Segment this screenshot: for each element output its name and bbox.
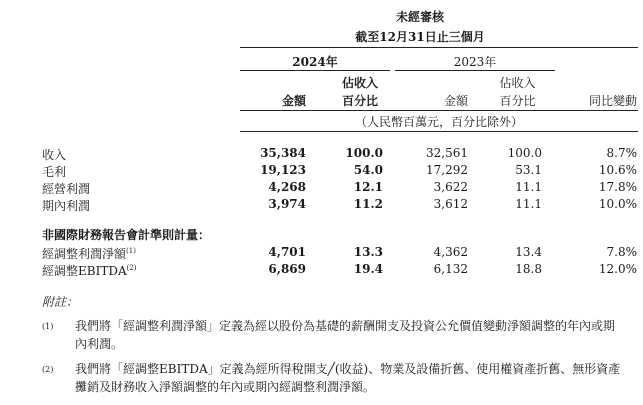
period-label: 截至12月31日止三個月	[355, 30, 485, 44]
cell-yoy: 10.0%	[598, 197, 637, 211]
cell-amount-2023: 3,622	[433, 180, 468, 194]
footnote-marker: (2)	[126, 264, 137, 272]
cell-pct-2023: 11.1	[515, 180, 542, 194]
cell-amount-2023: 32,561	[426, 146, 468, 160]
cell-pct-2023: 13.4	[515, 245, 542, 259]
header-divider	[240, 47, 638, 48]
cell-amount-2024: 4,701	[268, 245, 306, 259]
col-amount-2024: 金額	[281, 94, 306, 108]
non-ifrs-heading: 非國際財務報告會計準則計量：	[42, 228, 211, 242]
row-label-gross-profit: 毛利	[42, 165, 67, 179]
cell-yoy: 12.0%	[598, 262, 637, 276]
unit-note-divider	[240, 131, 638, 132]
cell-pct-2024: 11.2	[353, 197, 383, 211]
cell-pct-2024: 19.4	[353, 262, 383, 276]
year-2024-underline	[240, 70, 390, 71]
note-marker: (2)	[42, 365, 54, 374]
col-pct-2024-line1: 佔收入	[341, 76, 378, 90]
note-text: 我們將「經調整利潤淨額」定義為經以股份為基礎的薪酬開支及投資公允價值變動淨額調整的年內或期內利潤。	[75, 319, 616, 351]
cell-yoy: 7.8%	[606, 245, 637, 259]
note-text: 我們將「經調整EBITDA」定義為經所得稅開支╱(收益)、物業及設備折舊、使用權資產折舊、無形資產攤銷及財務收入淨額調整的年內或期內經調整利潤淨額。	[75, 362, 621, 394]
cell-pct-2023: 53.1	[515, 163, 542, 177]
unit-note: （人民幣百萬元，百分比除外）	[354, 115, 523, 129]
year-2023-label: 2023年	[453, 55, 497, 69]
cell-pct-2023: 18.8	[515, 262, 542, 276]
cell-pct-2023: 100.0	[507, 146, 542, 160]
cell-yoy: 10.6%	[598, 163, 637, 177]
cell-amount-2023: 4,362	[433, 245, 468, 259]
col-yoy: 同比變動	[588, 94, 637, 108]
cell-amount-2023: 17,292	[426, 163, 468, 177]
cell-pct-2024: 100.0	[345, 146, 383, 160]
cell-amount-2024: 19,123	[260, 163, 306, 177]
row-label-period-profit: 期內利潤	[42, 199, 91, 213]
cell-amount-2024: 6,869	[268, 262, 306, 276]
row-label-text: 經調整利潤淨額	[42, 247, 127, 261]
col-pct-2023-line2: 百分比	[499, 94, 536, 108]
row-label-adjusted-ebitda	[42, 262, 137, 279]
cell-amount-2024: 3,974	[268, 197, 306, 211]
col-amount-2023: 金額	[443, 94, 468, 108]
cell-pct-2024: 13.3	[353, 245, 383, 259]
row-label-operating-profit: 經營利潤	[42, 182, 91, 196]
cell-pct-2024: 54.0	[353, 163, 383, 177]
cell-yoy: 17.8%	[598, 180, 637, 194]
table-title: 未經審核	[395, 10, 444, 24]
cell-amount-2024: 35,384	[260, 146, 306, 160]
cell-amount-2023: 3,612	[433, 197, 468, 211]
cell-amount-2024: 4,268	[268, 180, 306, 194]
cell-pct-2024: 12.1	[353, 180, 383, 194]
footnote-marker: (1)	[126, 247, 136, 255]
cell-yoy: 8.7%	[606, 146, 637, 160]
year-2024-label: 2024年	[292, 55, 338, 69]
cell-amount-2023: 6,132	[433, 262, 468, 276]
column-header-divider	[240, 110, 638, 111]
cell-pct-2023: 11.1	[515, 197, 542, 211]
row-label-text: 經調整EBITDA	[42, 264, 127, 278]
col-pct-2024-line2: 百分比	[341, 94, 378, 108]
notes-heading: 附註：	[42, 295, 79, 309]
row-label-adjusted-net-profit	[42, 245, 136, 262]
year-2023-underline	[395, 70, 555, 71]
note-marker: (1)	[42, 322, 54, 331]
row-label-revenue: 收入	[42, 148, 67, 162]
col-pct-2023-line1: 佔收入	[499, 76, 536, 90]
